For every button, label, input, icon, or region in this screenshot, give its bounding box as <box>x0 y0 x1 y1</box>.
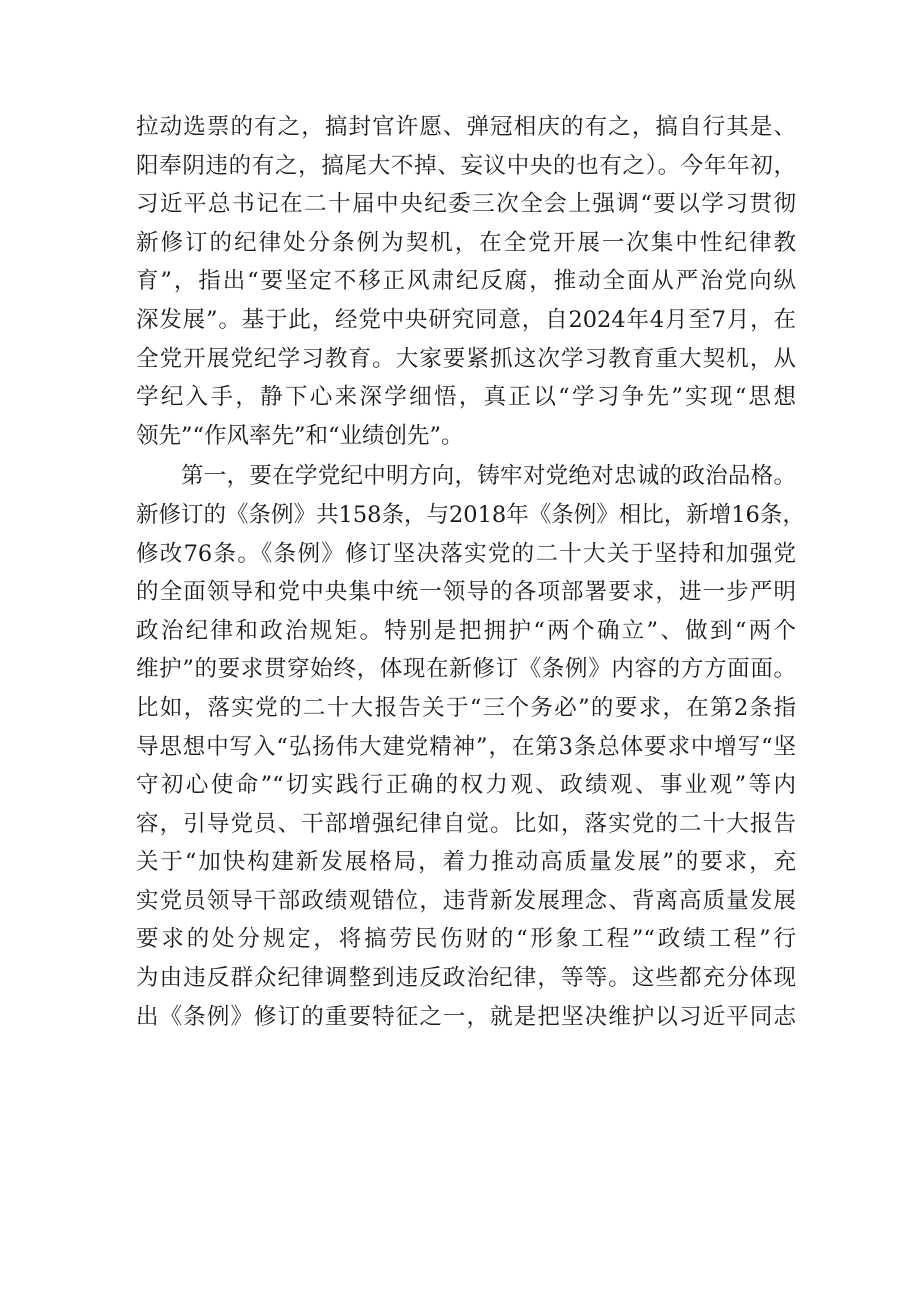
text-line: 全党开展党纪学习教育。大家要紧抓这次学习教育重大契机，从 <box>136 345 796 372</box>
text-line: 导思想中写入“弘扬伟大建党精神”，在第3条总体要求中增写“坚 <box>136 733 796 760</box>
text-line: 出《条例》修订的重要特征之一，就是把坚决维护以习近平同志 <box>136 1003 796 1030</box>
text-line: 育”，指出“要坚定不移正风肃纪反腐，推动全面从严治党向纵 <box>136 268 796 295</box>
text-line: 深发展”。基于此，经党中央研究同意，自2024年4月至7月，在 <box>136 306 796 333</box>
text-line: 新修订的纪律处分条例为契机，在全党开展一次集中性纪律教 <box>136 229 796 256</box>
text-line: 习近平总书记在二十届中央纪委三次全会上强调“要以学习贯彻 <box>136 191 796 218</box>
text-line: 修改76条。《条例》修订坚决落实党的二十大关于坚持和加强党 <box>136 540 796 567</box>
text-line: 为由违反群众纪律调整到违反政治纪律，等等。这些都充分体现 <box>136 965 796 992</box>
text-line: 第一，要在学党纪中明方向，铸牢对党绝对忠诚的政治品格。 <box>181 463 796 490</box>
text-line: 拉动选票的有之，搞封官许愿、弹冠相庆的有之，搞自行其是、 <box>136 114 796 140</box>
text-line: 维护”的要求贯穿始终，体现在新修订《条例》内容的方方面面。 <box>136 656 796 683</box>
text-line: 比如，落实党的二十大报告关于“三个务必”的要求，在第2条指 <box>136 694 796 721</box>
text-line: 新修订的《条例》共158条，与2018年《条例》相比，新增16条， <box>136 501 805 528</box>
text-line: 学纪入手，静下心来深学细悟，真正以“学习争先”实现“思想 <box>136 384 796 411</box>
text-line: 实党员领导干部政绩观错位，违背新发展理念、背离高质量发展 <box>136 887 796 914</box>
text-line: 的全面领导和党中央集中统一领导的各项部署要求，进一步严明 <box>136 579 796 606</box>
text-line: 关于“加快构建新发展格局，着力推动高质量发展”的要求，充 <box>136 849 796 876</box>
text-line: 政治纪律和政治规矩。特别是把拥护“两个确立”、做到“两个 <box>136 617 796 644</box>
text-line: 领先”“作风率先”和“业绩创先”。 <box>136 422 464 449</box>
paragraph-1 <box>136 108 796 455</box>
text-line: 容，引导党员、干部增强纪律自觉。比如，落实党的二十大报告 <box>136 810 796 837</box>
document-body <box>136 108 805 1036</box>
paragraph-2 <box>136 457 805 1036</box>
text-line: 要求的处分规定，将搞劳民伤财的“形象工程”“政绩工程”行 <box>136 926 796 953</box>
text-line: 阳奉阴违的有之，搞尾大不掉、妄议中央的也有之）。今年年初， <box>136 152 796 179</box>
text-line: 守初心使命”“切实践行正确的权力观、政绩观、事业观”等内 <box>136 772 796 799</box>
